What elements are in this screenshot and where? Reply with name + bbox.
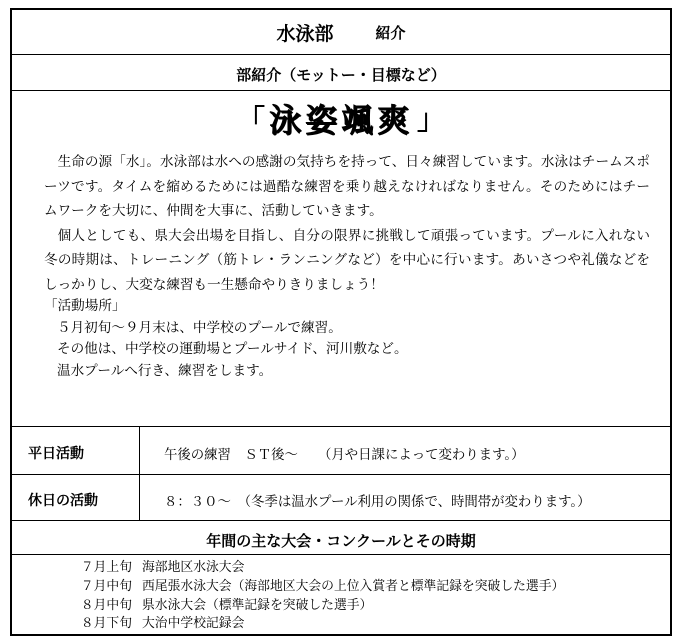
competition-name: 西尾張水泳大会（海部地区大会の上位入賞者と標準記録を突破した選手） (142, 578, 565, 594)
competition-period: ８月中旬 (80, 597, 132, 613)
intro-body (44, 150, 650, 297)
list-item (12, 559, 670, 578)
place-line: ５月初旬～９月末は、中学校のプールで練習。 (57, 319, 342, 336)
motto (12, 96, 670, 140)
list-item (12, 578, 670, 597)
list-item (12, 597, 670, 616)
list-item (12, 615, 670, 634)
place-heading: 「活動場所」 (44, 298, 126, 314)
motto-text: 泳姿颯爽 (268, 101, 413, 139)
divider (12, 474, 670, 475)
competition-period: ７月上旬 (80, 560, 132, 575)
divider (12, 520, 670, 521)
motto-close-bracket: 」 (417, 103, 446, 136)
place-line: 温水プールへ行き、練習をします。 (57, 362, 273, 379)
title-row (12, 10, 670, 54)
holiday-label: 休日の活動 (28, 493, 98, 509)
divider (12, 54, 670, 55)
place-line: その他は、中学校の運動場とプールサイド、河川敷など。 (57, 341, 408, 357)
competitions-heading: 年間の主な大会・コンクールとその時期 (206, 532, 476, 550)
competition-name: 海部地区水泳大会 (142, 560, 245, 575)
motto-open-bracket: 「 (236, 103, 265, 136)
activity-place (44, 296, 644, 382)
competition-period: ７月中旬 (80, 578, 132, 594)
competition-name: 県水泳大会（標準記録を突破した選手） (142, 597, 373, 613)
intro-paragraph: 生命の源「水」。水泳部は水への感謝の気持ちを持って、日々練習しています。水泳はチームスポーツです。タイムを縮めるためには過酷な練習を乗り越えなければなりません。そのためにはチームワークを大切に、仲間を大事に、活動していきます。 (44, 154, 650, 219)
divider (12, 554, 670, 555)
holiday-value: ８：３０～ （冬季は温水プール利用の関係で、時間帯が変わります。） (164, 495, 591, 510)
intro-paragraph: 個人としても、県大会出場を目指し、自分の限界に挑戦して頑張っています。プールに入れない冬の時期は、トレーニング（筋トレ・ランニングなど）を中心に行います。あいさつや礼儀などをしっかりし、大変な練習も一生懸命やりきりましょう！ (44, 227, 650, 293)
club-introduction-sheet (10, 8, 672, 636)
weekday-value: 午後の練習 ＳＴ後～ （月や日課によって変わります。） (164, 448, 525, 463)
competition-name: 大治中学校記録会 (142, 616, 245, 632)
competition-period: ８月下旬 (80, 616, 132, 632)
title-suffix: 紹介 (375, 23, 406, 42)
column-divider (139, 426, 140, 520)
divider (12, 90, 670, 91)
intro-heading: 部紹介（モットー・目標など） (236, 66, 446, 84)
weekday-label: 平日活動 (28, 446, 84, 462)
competition-list (12, 559, 670, 634)
club-name: 水泳部 (276, 22, 334, 45)
divider (12, 426, 670, 427)
